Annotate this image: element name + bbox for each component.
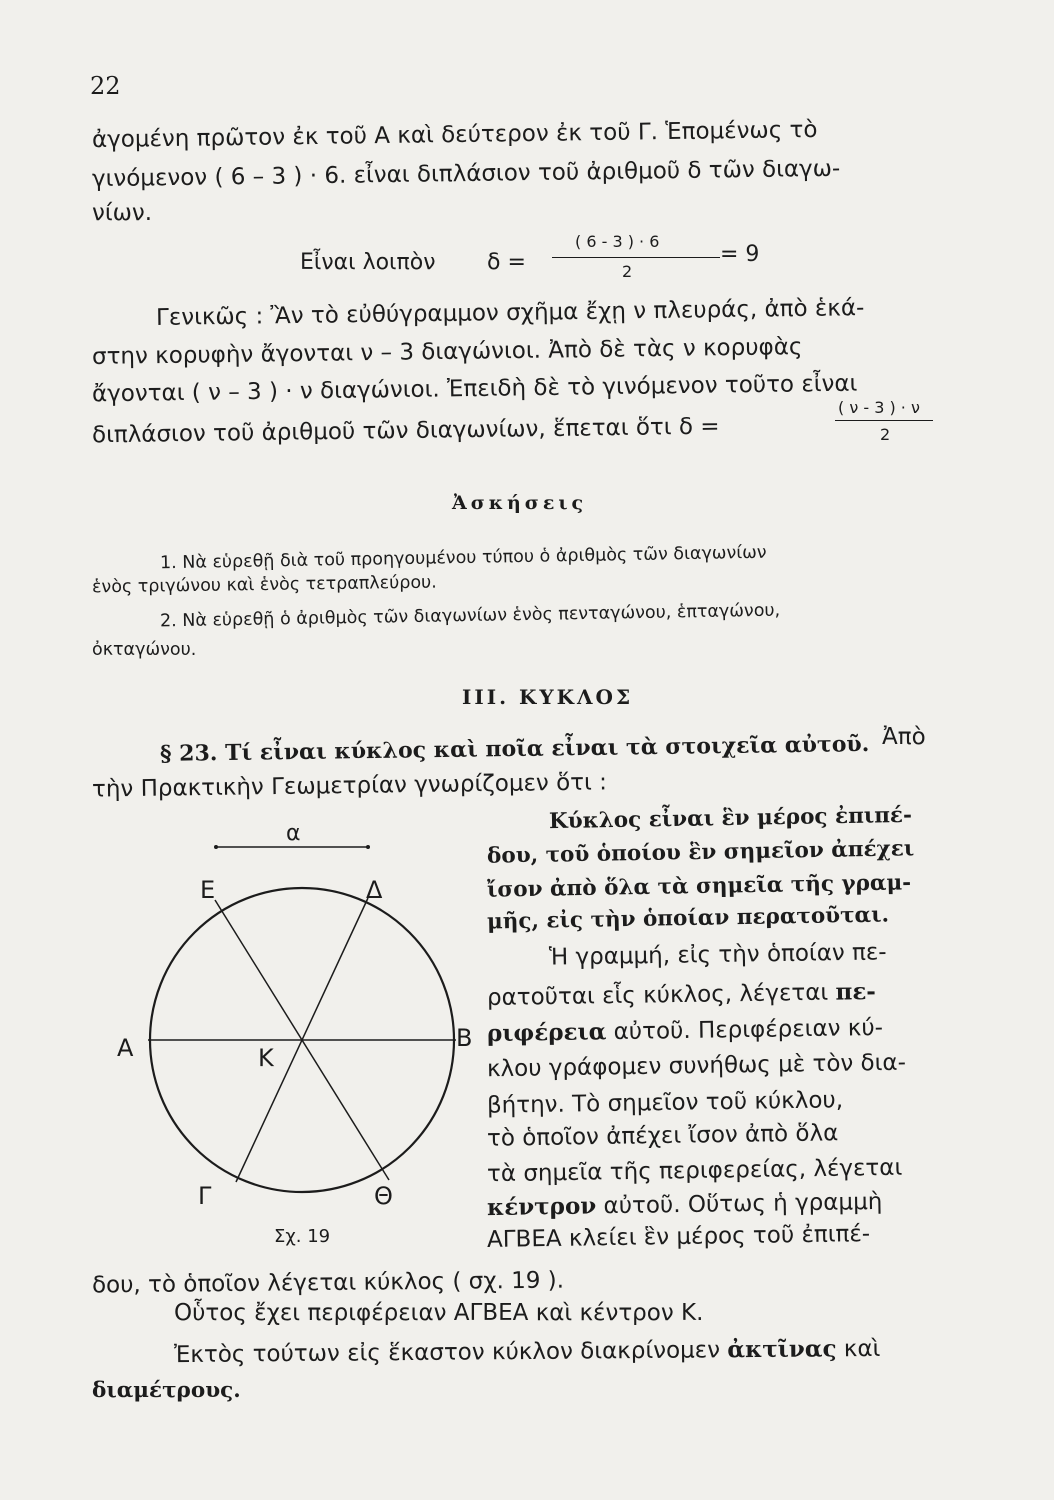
paragraph-line: Ἐκτὸς τούτων εἰς ἕκαστον κύκλον διακρίνομεν ἀκτῖνας καὶ: [173, 1335, 881, 1369]
circle-figure: [100, 810, 500, 1250]
paragraph-line: δου, τὸ ὁποῖον λέγεται κύκλος ( σχ. 19 ).: [91, 1267, 565, 1299]
formula-denominator: 2: [880, 425, 891, 444]
point-label-B: Β: [456, 1024, 473, 1052]
definition-line: μῆς, εἰς τὴν ὁποίαν περατοῦται.: [486, 902, 890, 935]
paragraph-line: κέντρον αὐτοῦ. Οὕτως ἡ γραμμὴ: [486, 1188, 883, 1222]
figure-caption: Σχ. 19: [274, 1226, 331, 1247]
paragraph-line: στην κορυφὴν ἄγονται ν – 3 διαγώνιοι. Ἀπὸ δὲ τὰς ν κορυφὰς: [91, 334, 803, 370]
exercise-line: ἑνὸς τριγώνου καὶ ἑνὸς τετραπλεύρου.: [91, 572, 437, 598]
point-label-D: Δ: [366, 876, 383, 904]
formula-numerator: ( ν - 3 ) · ν: [838, 398, 920, 417]
definition-line: δου, τοῦ ὁποίου ἓν σημεῖον ἀπέχει: [486, 836, 915, 869]
fraction-bar: [552, 257, 720, 258]
point-label-Theta: Θ: [374, 1182, 393, 1210]
paragraph-line: νίων.: [92, 200, 153, 226]
paragraph-line: ρατοῦται εἷς κύκλος, λέγεται πε-: [486, 977, 877, 1012]
paragraph-line: ριφέρεια αὐτοῦ. Περιφέρειαν κύ-: [486, 1014, 884, 1048]
paragraph-line: ἀγομένη πρῶτον ἐκ τοῦ Α καὶ δεύτερον ἐκ τοῦ Γ. Ἑπομένως τὸ: [91, 116, 818, 154]
segment-endpoint: [214, 845, 218, 849]
formula-rhs: = 9: [720, 242, 760, 267]
paragraph-line: βήτην. Τὸ σημεῖον τοῦ κύκλου,: [486, 1087, 844, 1119]
exercise-line: ὀκταγώνου.: [92, 640, 197, 660]
exercise-line: 1. Νὰ εὑρεθῇ διὰ τοῦ προηγουμένου τύπου ὁ ἀριθμὸς τῶν διαγωνίων: [159, 542, 767, 574]
formula-denominator: 2: [622, 262, 633, 281]
paragraph-line: γινόμενον ( 6 – 3 ) · 6. εἶναι διπλάσιον τοῦ ἀριθμοῦ δ τῶν διαγω-: [91, 155, 841, 193]
paragraph-line: Ἡ γραμμή, εἰς τὴν ὁποίαν πε-: [548, 939, 887, 971]
paragraph-line: Γενικῶς : Ἂν τὸ εὐθύγραμμον σχῆμα ἔχῃ ν πλευράς, ἀπὸ ἑκά-: [155, 295, 865, 331]
paragraph-line: διπλάσιον τοῦ ἀριθμοῦ τῶν διαγωνίων, ἕπεται ὅτι δ =: [91, 413, 720, 449]
paragraph-line: τὴν Πρακτικὴν Γεωμετρίαν γνωρίζομεν ὅτι :: [91, 769, 608, 803]
section-heading: ΙΙΙ. ΚΥΚΛΟΣ: [462, 685, 634, 709]
paragraph-line: Οὗτος ἔχει περιφέρειαν ΑΓΒΕΑ καὶ κέντρον Κ.: [174, 1300, 704, 1326]
formula-numerator: ( 6 - 3 ) · 6: [575, 232, 660, 251]
section-title-tail: Ἀπὸ: [882, 724, 926, 750]
point-label-Gamma: Γ: [198, 1182, 212, 1210]
paragraph-line: ΑΓΒΕΑ κλείει ἓν μέρος τοῦ ἐπιπέ-: [486, 1220, 871, 1254]
exercises-heading: Ἀσκήσεις: [452, 492, 588, 514]
paragraph-line: κλου γράφομεν συνήθως μὲ τὸν δια-: [486, 1049, 907, 1083]
section-title: § 23. Τί εἶναι κύκλος καὶ ποῖα εἶναι τὰ στοιχεῖα αὐτοῦ.: [159, 731, 870, 767]
point-label-K: Κ: [258, 1044, 274, 1072]
point-label-A: Α: [117, 1034, 134, 1062]
segment-endpoint: [366, 845, 370, 849]
exercise-line: 2. Νὰ εὑρεθῇ ὁ ἀριθμὸς τῶν διαγωνίων ἑνὸς πενταγώνου, ἑπταγώνου,: [159, 600, 781, 632]
formula-lhs: δ =: [487, 250, 526, 275]
paragraph-line: τὸ ὁποῖον ἀπέχει ἴσον ἀπὸ ὅλα: [486, 1120, 839, 1152]
fraction-bar: [835, 420, 933, 421]
formula-intro: Εἶναι λοιπὸν: [300, 250, 436, 275]
radius-label: α: [286, 821, 301, 846]
definition-line: Κύκλος εἶναι ἓν μέρος ἐπιπέ-: [548, 802, 913, 835]
page-number: 22: [90, 72, 121, 100]
point-label-E: Ε: [200, 876, 216, 904]
paragraph-line: τὰ σημεῖα τῆς περιφερείας, λέγεται: [486, 1154, 903, 1188]
paragraph-line: ἄγονται ( ν – 3 ) · ν διαγώνιοι. Ἐπειδὴ δὲ τὸ γινόμενον τοῦτο εἶναι: [91, 370, 858, 408]
paragraph-line: διαμέτρους.: [92, 1378, 241, 1403]
definition-line: ἴσον ἀπὸ ὅλα τὰ σημεῖα τῆς γραμ-: [486, 870, 912, 903]
